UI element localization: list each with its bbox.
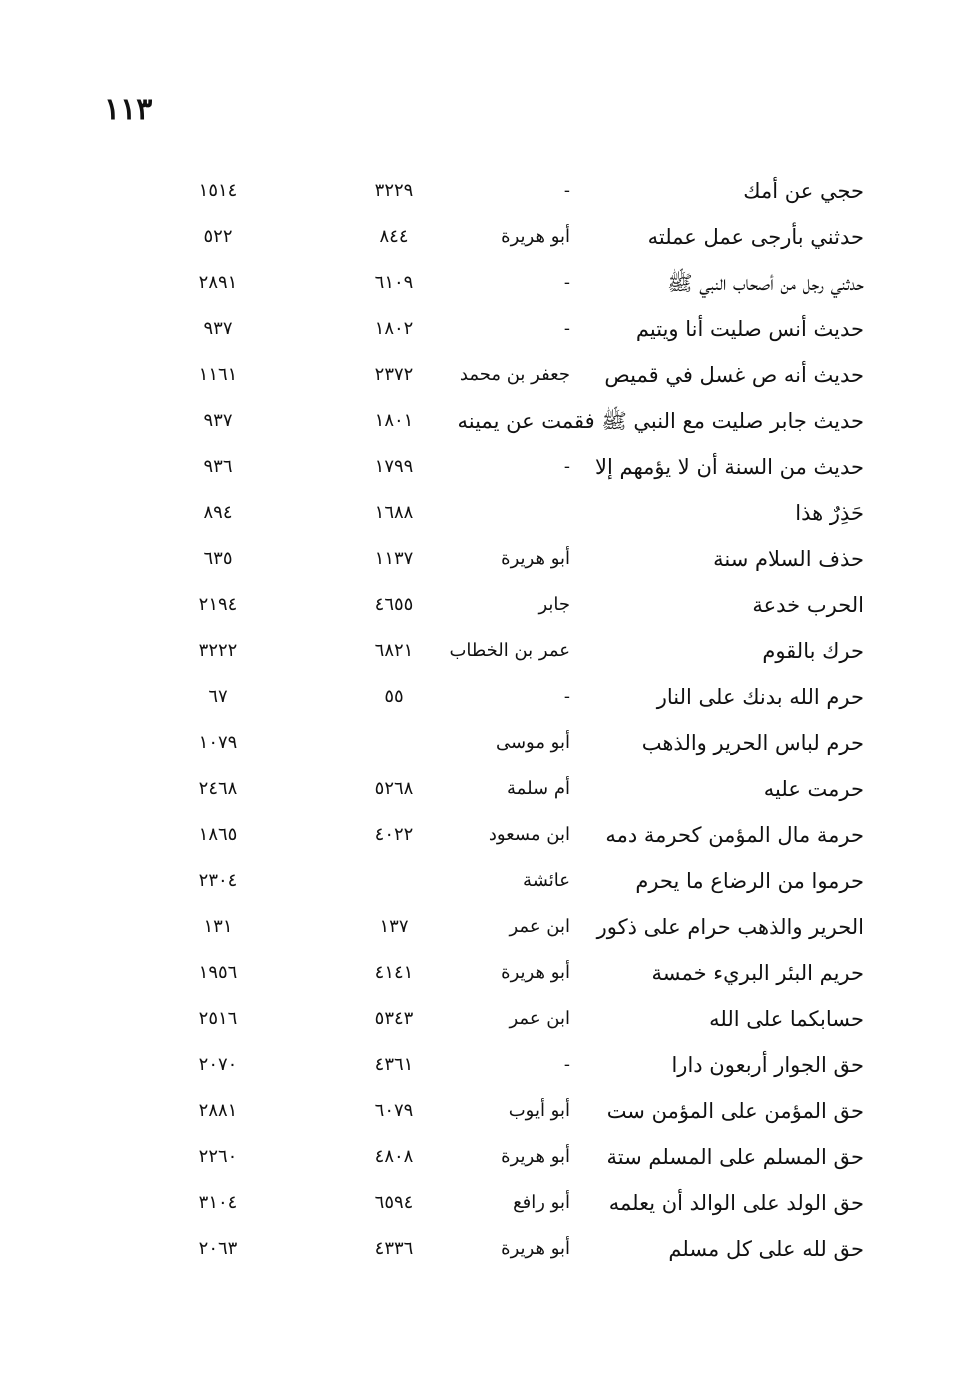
reference-number-secondary: ٣١٠٤ [198, 1192, 238, 1213]
index-row [0, 168, 956, 214]
index-row [0, 628, 956, 674]
hadith-text: حق الجوار أربعون دارا [671, 1053, 864, 1077]
index-row [0, 766, 956, 812]
reference-number-secondary: ٢٢٦٠ [198, 1146, 238, 1167]
reference-number-primary: ٥٣٤٣ [374, 1008, 414, 1029]
reference-number-secondary: ٣٢٢٢ [198, 640, 238, 661]
reference-number-primary: ٦٨٢١ [374, 640, 414, 661]
reference-number-secondary: ٢١٩٤ [198, 594, 238, 615]
narrator: أبو هريرة [501, 1146, 570, 1167]
reference-number-primary: ٢٣٧٢ [374, 364, 414, 385]
reference-number-secondary: ٩٣٧ [203, 318, 233, 339]
index-row [0, 1226, 956, 1272]
narrator: ابن عمر [509, 916, 570, 937]
reference-number-secondary: ٢٨٩١ [198, 272, 238, 293]
reference-number-primary: ٤٨٠٨ [374, 1146, 414, 1167]
hadith-text: حرم الله بدنك على النار [656, 685, 864, 709]
reference-number-secondary: ٢٤٦٨ [198, 778, 238, 799]
hadith-text: حرمت عليه [763, 777, 864, 801]
narrator: - [563, 272, 570, 293]
index-row [0, 904, 956, 950]
reference-number-primary: ١٨٠١ [374, 410, 414, 431]
hadith-text: حديث جابر صليت مع النبي ﷺ فقمت عن يمينه [457, 409, 864, 433]
reference-number-primary: ٤٠٢٢ [374, 824, 414, 845]
hadith-text: حديث أنس صليت أنا ويتيم [635, 317, 864, 341]
index-row [0, 1042, 956, 1088]
reference-number-secondary: ٢٥١٦ [198, 1008, 238, 1029]
narrator: ابن مسعود [488, 824, 570, 845]
reference-number-secondary: ٦٧ [208, 686, 228, 707]
narrator: - [563, 318, 570, 339]
reference-number-primary [364, 720, 424, 766]
index-row [0, 306, 956, 352]
reference-number-primary: ٤٣٣٦ [374, 1238, 414, 1259]
hadith-text: الحرير والذهب حرام على ذكور [596, 915, 864, 939]
narrator: جابر [538, 594, 570, 615]
index-row [0, 950, 956, 996]
index-row [0, 214, 956, 260]
index-row [0, 858, 956, 904]
hadith-text: حسابكما على الله [709, 1007, 864, 1031]
reference-number-primary: ٤٣٦١ [374, 1054, 414, 1075]
hadith-text: حَذِرٌ هذا [795, 501, 864, 525]
hadith-index-table [0, 168, 956, 1288]
hadith-text: حدثني بأرجى عمل عملته [647, 225, 864, 249]
reference-number-primary: ٣٢٢٩ [374, 180, 414, 201]
hadith-text: الحرب خدعة [752, 593, 864, 617]
index-row [0, 352, 956, 398]
reference-number-primary: ١٧٩٩ [374, 456, 414, 477]
reference-number-secondary: ٦٣٥ [203, 548, 233, 569]
reference-number-primary: ٦٥٩٤ [374, 1192, 414, 1213]
reference-number-secondary: ٨٩٤ [203, 502, 233, 523]
index-row [0, 260, 956, 306]
reference-number-secondary: ١٠٧٩ [198, 732, 238, 753]
reference-number-secondary: ٢٠٦٣ [198, 1238, 238, 1259]
index-row [0, 536, 956, 582]
narrator: عائشة [523, 870, 570, 891]
hadith-text: حق المؤمن على المؤمن ست [606, 1099, 864, 1123]
index-row [0, 1134, 956, 1180]
index-row [0, 812, 956, 858]
narrator: أبو هريرة [501, 962, 570, 983]
page-number: ١١٣ [104, 92, 153, 127]
index-row [0, 720, 956, 766]
index-row [0, 674, 956, 720]
hadith-text: حرمة مال المؤمن كحرمة دمه [605, 823, 864, 847]
hadith-text: حق لله على كل مسلم [668, 1237, 864, 1261]
narrator: - [563, 180, 570, 201]
narrator: ابن عمر [509, 1008, 570, 1029]
reference-number-primary: ١٦٨٨ [374, 502, 414, 523]
reference-number-secondary: ٢٣٠٤ [198, 870, 238, 891]
reference-number-secondary: ١١٦١ [198, 364, 238, 385]
hadith-text: حرم لباس الحرير والذهب [641, 731, 864, 755]
narrator: أبو أيوب [508, 1100, 570, 1121]
reference-number-secondary: ١٩٥٦ [198, 962, 238, 983]
reference-number-secondary: ١٨٦٥ [198, 824, 238, 845]
reference-number-primary: ٥٥ [384, 686, 404, 707]
reference-number-primary: ٦٠٧٩ [374, 1100, 414, 1121]
index-row [0, 1180, 956, 1226]
index-row [0, 444, 956, 490]
narrator: أبو رافع [513, 1192, 570, 1213]
narrator: - [563, 456, 570, 477]
reference-number-primary: ١٨٠٢ [374, 318, 414, 339]
narrator: أبو موسى [495, 732, 570, 753]
index-row [0, 582, 956, 628]
narrator: أم سلمة [507, 778, 570, 799]
reference-number-primary: ٨٤٤ [379, 226, 409, 247]
narrator: - [563, 686, 570, 707]
reference-number-primary: ١١٣٧ [374, 548, 414, 569]
reference-number-secondary: ٢٠٧٠ [198, 1054, 238, 1075]
index-row [0, 398, 956, 444]
index-row [0, 1088, 956, 1134]
narrator: أبو هريرة [501, 1238, 570, 1259]
reference-number-primary [364, 858, 424, 904]
reference-number-secondary: ١٣١ [203, 916, 233, 937]
hadith-text: حرك بالقوم [762, 639, 864, 663]
hadith-text: حريم البئر البريء خمسة [651, 961, 864, 985]
narrator: جعفر بن محمد [459, 364, 570, 385]
hadith-text: حجي عن أمك [743, 179, 864, 203]
hadith-text: حق الولد على الوالد أن يعلمه [608, 1191, 864, 1215]
reference-number-secondary: ٩٣٦ [203, 456, 233, 477]
hadith-text: حق المسلم على المسلم ستة [606, 1145, 864, 1169]
reference-number-secondary: ٢٨٨١ [198, 1100, 238, 1121]
narrator: أبو هريرة [501, 226, 570, 247]
reference-number-secondary: ١٥١٤ [198, 180, 238, 201]
reference-number-primary: ٤٦٥٥ [374, 594, 414, 615]
hadith-text: حذف السلام سنة [713, 547, 864, 571]
narrator: أبو هريرة [501, 548, 570, 569]
hadith-text: حديث أنه ص غسل في قميص [604, 363, 864, 387]
reference-number-primary: ١٣٧ [379, 916, 409, 937]
reference-number-primary: ٥٢٦٨ [374, 778, 414, 799]
hadith-text: حرموا من الرضاع ما يحرم [635, 869, 864, 893]
narrator: عمر بن الخطاب [449, 640, 570, 661]
hadith-text: حدثني رجل من أصحاب النبي ﷺ [667, 271, 864, 295]
reference-number-primary: ٤١٤١ [374, 962, 414, 983]
narrator: - [563, 1054, 570, 1075]
index-row [0, 490, 956, 536]
hadith-text: حديث من السنة أن لا يؤمهم إلا [595, 455, 864, 479]
reference-number-secondary: ٩٣٧ [203, 410, 233, 431]
index-row [0, 996, 956, 1042]
reference-number-secondary: ٥٢٢ [203, 226, 233, 247]
reference-number-primary: ٦١٠٩ [374, 272, 414, 293]
